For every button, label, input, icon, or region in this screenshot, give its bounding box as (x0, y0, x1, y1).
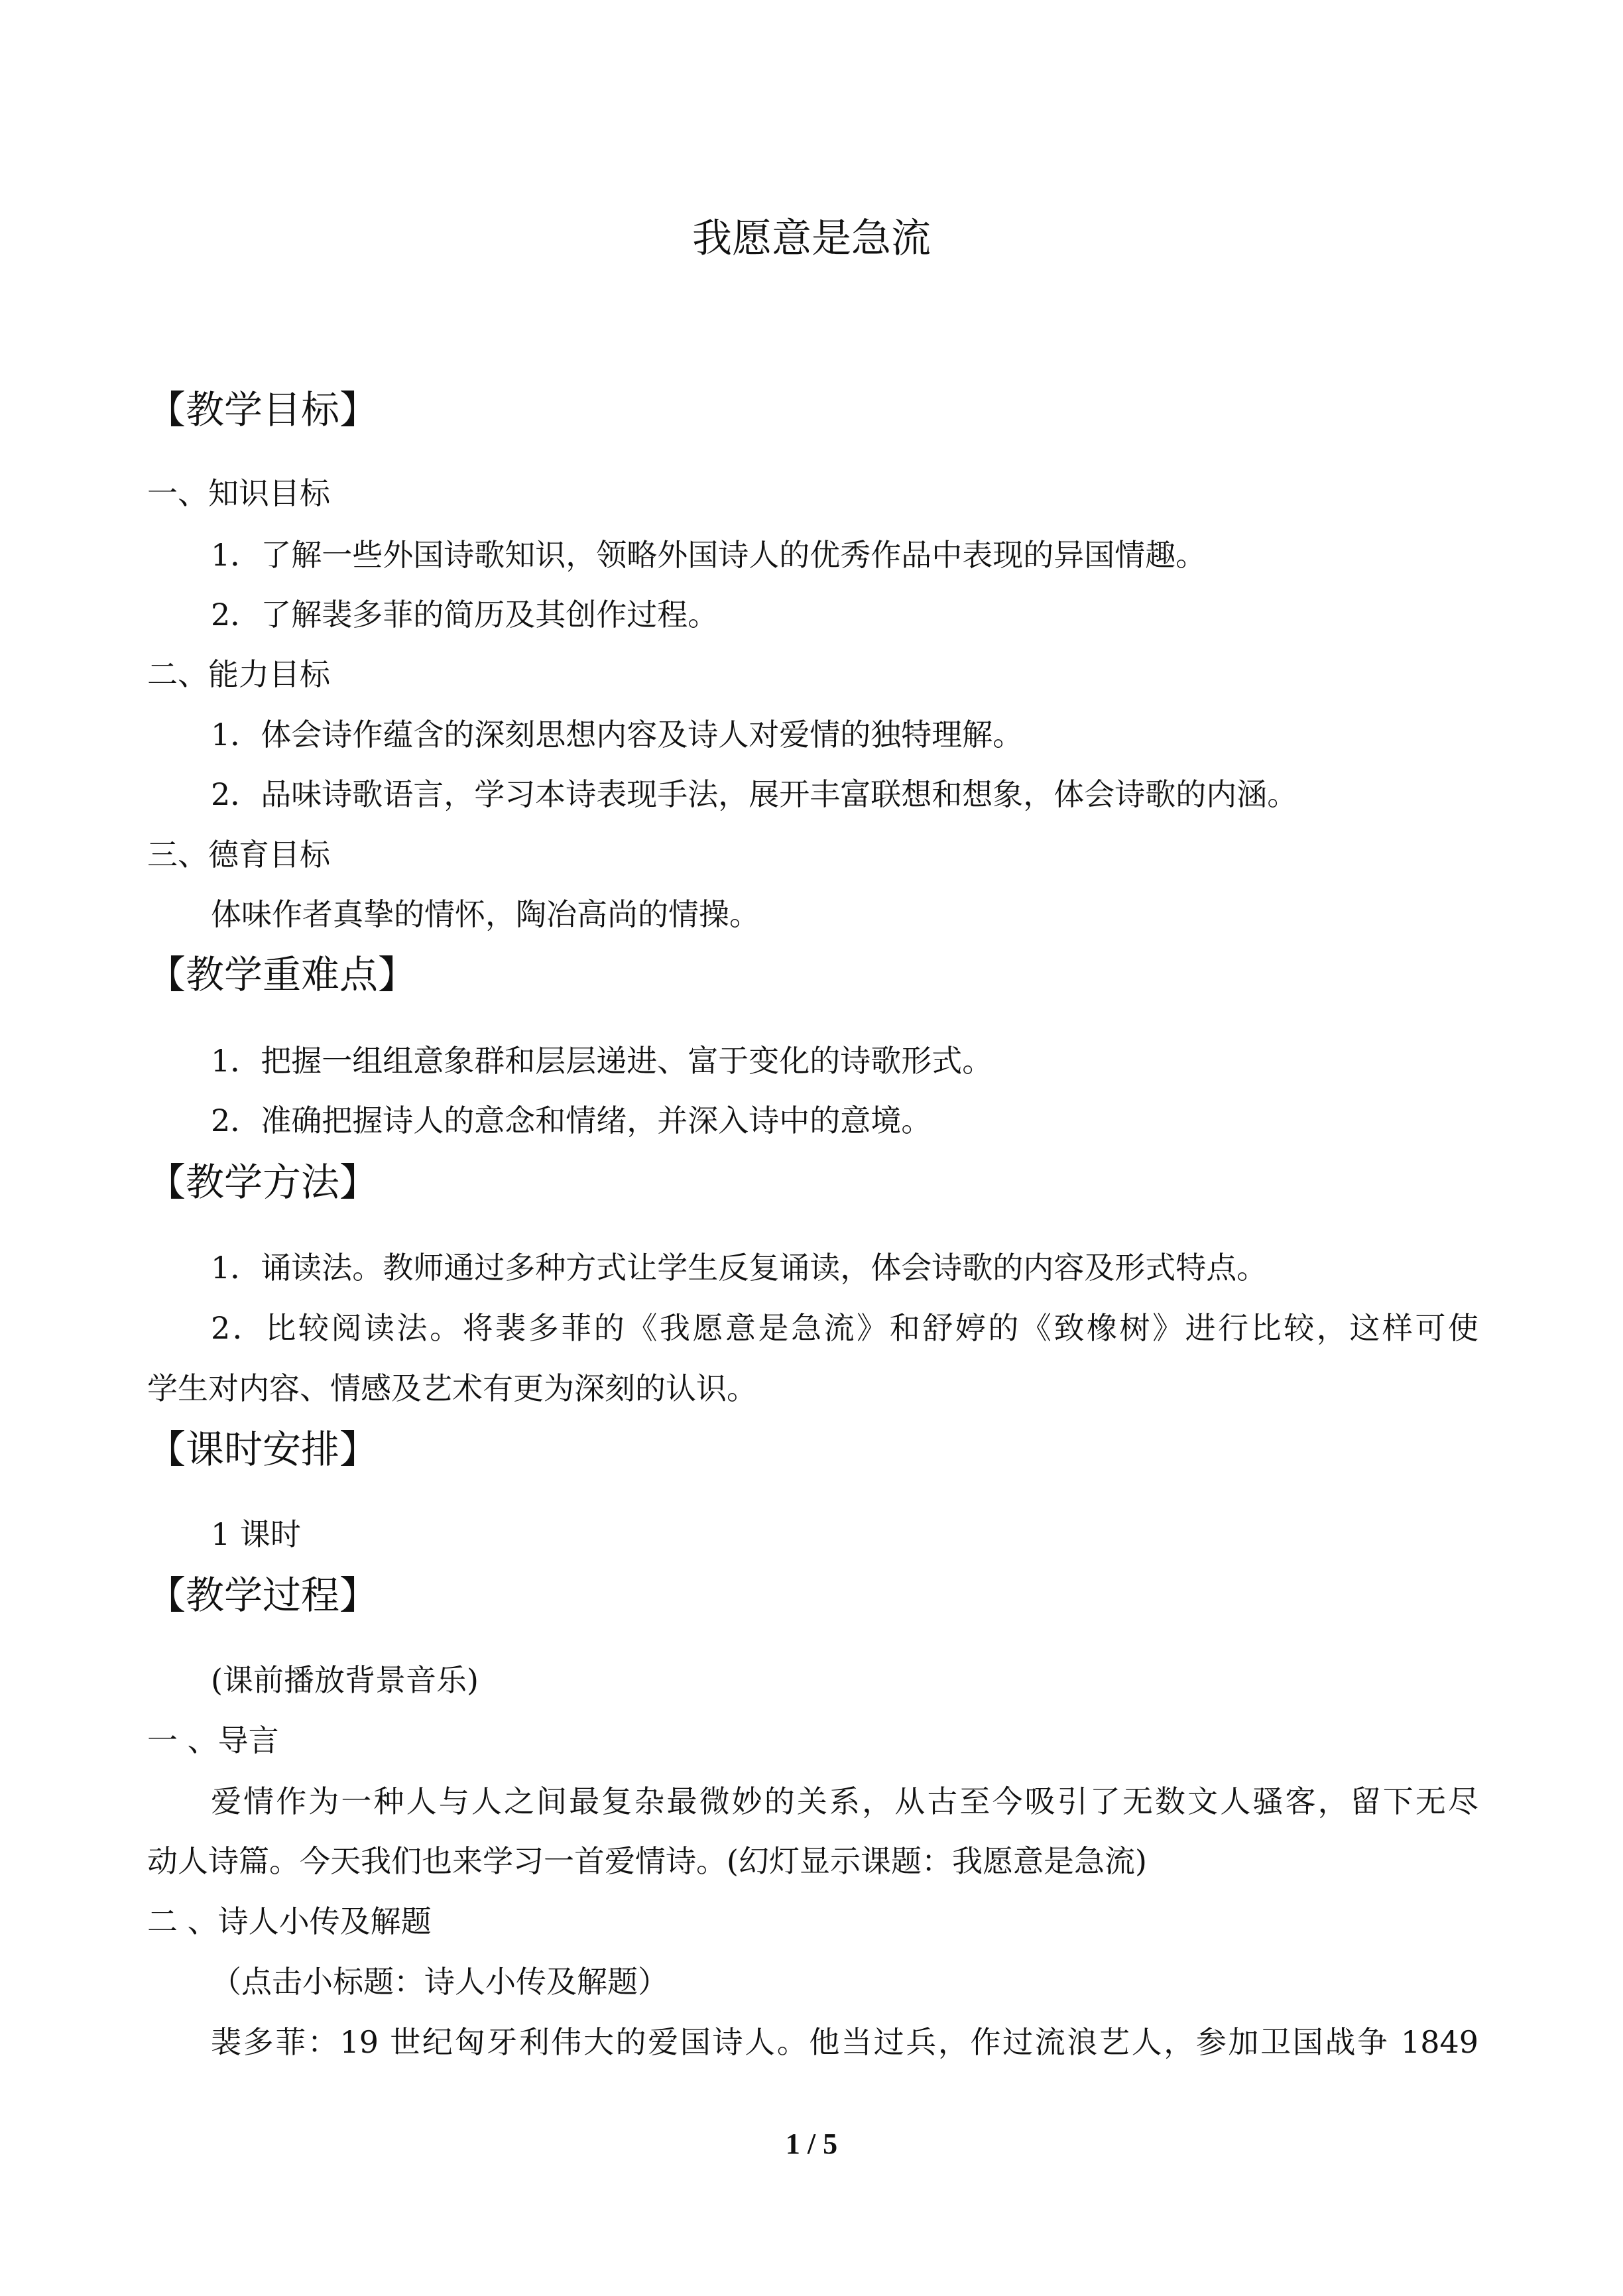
subheading-poet-biography: 二 、诗人小传及解题 (147, 1903, 432, 1939)
paragraph: 1．诵读法。教师通过多种方式让学生反复诵读，体会诗歌的内容及形式特点。 (211, 1250, 1268, 1286)
section-heading-class-schedule: 【课时安排】 (147, 1427, 379, 1472)
document-title: 我愿意是急流 (692, 215, 931, 262)
subheading-ability-goals: 二、能力目标 (147, 656, 330, 692)
paragraph: 体味作者真挚的情怀，陶冶高尚的情操。 (211, 896, 760, 932)
subheading-moral-goals: 三、德育目标 (147, 837, 330, 873)
paragraph: （点击小标题：诗人小传及解题） (211, 1964, 668, 2000)
section-heading-teaching-process: 【教学过程】 (147, 1573, 379, 1618)
page-number: 1 / 5 (785, 2128, 838, 2160)
paragraph: 爱情作为一种人与人之间最复杂最微妙的关系，从古至今吸引了无数文人骚客，留下无尽 (211, 1783, 1478, 1819)
paragraph: 1．了解一些外国诗歌知识，领略外国诗人的优秀作品中表现的异国情趣。 (211, 537, 1207, 573)
section-heading-teaching-methods: 【教学方法】 (147, 1160, 379, 1205)
paragraph: 1 课时 (211, 1516, 301, 1552)
paragraph: 2．准确把握诗人的意念和情绪，并深入诗中的意境。 (211, 1103, 932, 1138)
paragraph: 2．比较阅读法。将裴多菲的《我愿意是急流》和舒婷的《致橡树》进行比较，这样可使 (211, 1310, 1478, 1346)
section-heading-teaching-goals: 【教学目标】 (147, 387, 379, 432)
paragraph: 2．品味诗歌语言，学习本诗表现手法，展开丰富联想和想象，体会诗歌的内涵。 (211, 776, 1298, 812)
subheading-introduction: 一 、导言 (147, 1722, 279, 1758)
paragraph-continuation: 学生对内容、情感及艺术有更为深刻的认识。 (147, 1370, 757, 1406)
subheading-knowledge-goals: 一、知识目标 (147, 475, 330, 511)
paragraph: 1．把握一组组意象群和层层递进、富于变化的诗歌形式。 (211, 1043, 993, 1079)
paragraph: (课前播放背景音乐) (211, 1662, 479, 1698)
section-heading-key-difficulties: 【教学重难点】 (147, 952, 417, 997)
paragraph: 1．体会诗作蕴含的深刻思想内容及诗人对爱情的独特理解。 (211, 717, 1024, 753)
paragraph-continuation: 动人诗篇。今天我们也来学习一首爱情诗。(幻灯显示课题：我愿意是急流) (147, 1843, 1147, 1879)
paragraph: 2．了解裴多菲的简历及其创作过程。 (211, 597, 719, 633)
paragraph: 裴多菲：19 世纪匈牙利伟大的爱国诗人。他当过兵，作过流浪艺人，参加卫国战争 1849 (211, 2024, 1478, 2060)
